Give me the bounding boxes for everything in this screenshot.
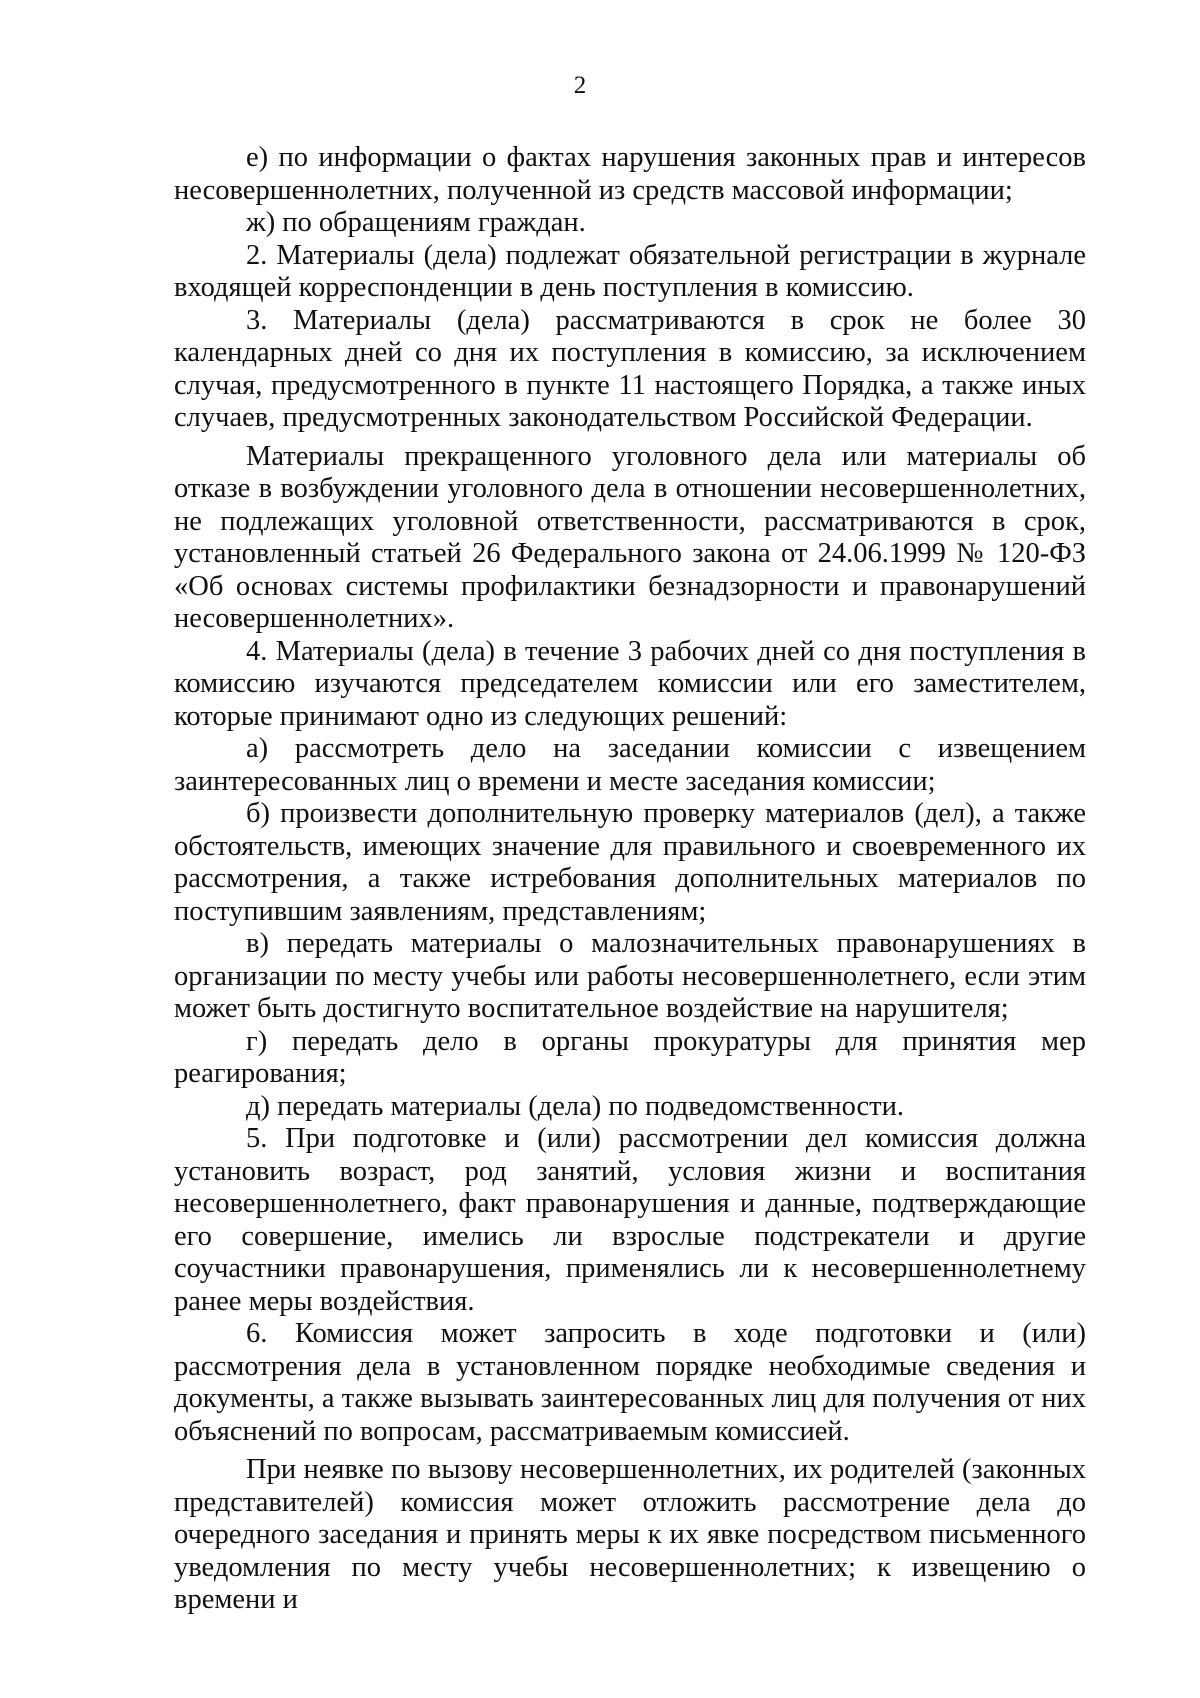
paragraph-4b: б) произвести дополнительную проверку материалов (дел), а также обстоятельств, имеющих значение для правильного и своевременного их рассмотрения, а также истребования дополнительных материалов по поступившим заявлениям, представлениям;	[174, 798, 1086, 927]
paragraph-3: 3. Материалы (дела) рассматриваются в срок не более 30 календарных дней со дня их поступления в комиссию, за исключением случая, предусмотренного в пункте 11 настоящего Порядка, а также иных случаев, предусмотренных законодательством Российской Федерации.	[174, 304, 1086, 433]
paragraph-6: 6. Комиссия может запросить в ходе подготовки и (или) рассмотрения дела в установленном порядке необходимые сведения и документы, а также вызывать заинтересованных лиц для получения от них объяснений по вопросам, рассматриваемым комиссией.	[174, 1318, 1086, 1447]
paragraph-3-continued: Материалы прекращенного уголовного дела или материалы об отказе в возбуждении уголовного дела в отношении несовершеннолетних, не подлежащих уголовной ответственности, рассматриваются в срок, установленный статьей 26 Федерального закона от 24.06.1999 № 120-ФЗ «Об основах системы профилактики безнадзорности и правонарушений несовершеннолетних».	[174, 440, 1086, 634]
paragraph-5: 5. При подготовке и (или) рассмотрении дел комиссия должна установить возраст, род занятий, условия жизни и воспитания несовершеннолетнего, факт правонарушения и данные, подтверждающие его совершение, имелись ли взрослые подстрекатели и другие соучастники правонарушения, применялись ли к несовершеннолетнему ранее меры воздействия.	[174, 1123, 1086, 1317]
paragraph-4a: а) рассмотреть дело на заседании комиссии с извещением заинтересованных лиц о времени и месте заседания комиссии;	[174, 733, 1086, 797]
paragraph-zh: ж) по обращениям граждан.	[246, 207, 586, 238]
paragraph-2: 2. Материалы (дела) подлежат обязательной регистрации в журнале входящей корреспонденции в день поступления в комиссию.	[174, 239, 1086, 303]
paragraph-6-continued: При неявке по вызову несовершеннолетних, их родителей (законных представителей) комиссия может отложить рассмотрение дела до очередного заседания и принять меры к их явке посредством письменного уведомления по месту учебы несовершеннолетних; к извещению о времени и	[174, 1454, 1086, 1615]
paragraph-4g: г) передать дело в органы прокуратуры для принятия мер реагирования;	[174, 1025, 1086, 1089]
paragraph-4: 4. Материалы (дела) в течение 3 рабочих дней со дня поступления в комиссию изучаются председателем комиссии или его заместителем, которые принимают одно из следующих решений:	[174, 635, 1086, 732]
paragraph-e: е) по информации о фактах нарушения законных прав и интересов несовершеннолетних, полученной из средств массовой информации;	[174, 142, 1086, 206]
paragraph-4v: в) передать материалы о малозначительных правонарушениях в организации по месту учебы или работы несовершеннолетнего, если этим может быть достигнуто воспитательное воздействие на нарушителя;	[174, 928, 1086, 1024]
paragraph-4d: д) передать материалы (дела) по подведомственности.	[246, 1090, 905, 1122]
page-number: 2	[573, 72, 587, 99]
document-body	[174, 142, 1086, 1617]
